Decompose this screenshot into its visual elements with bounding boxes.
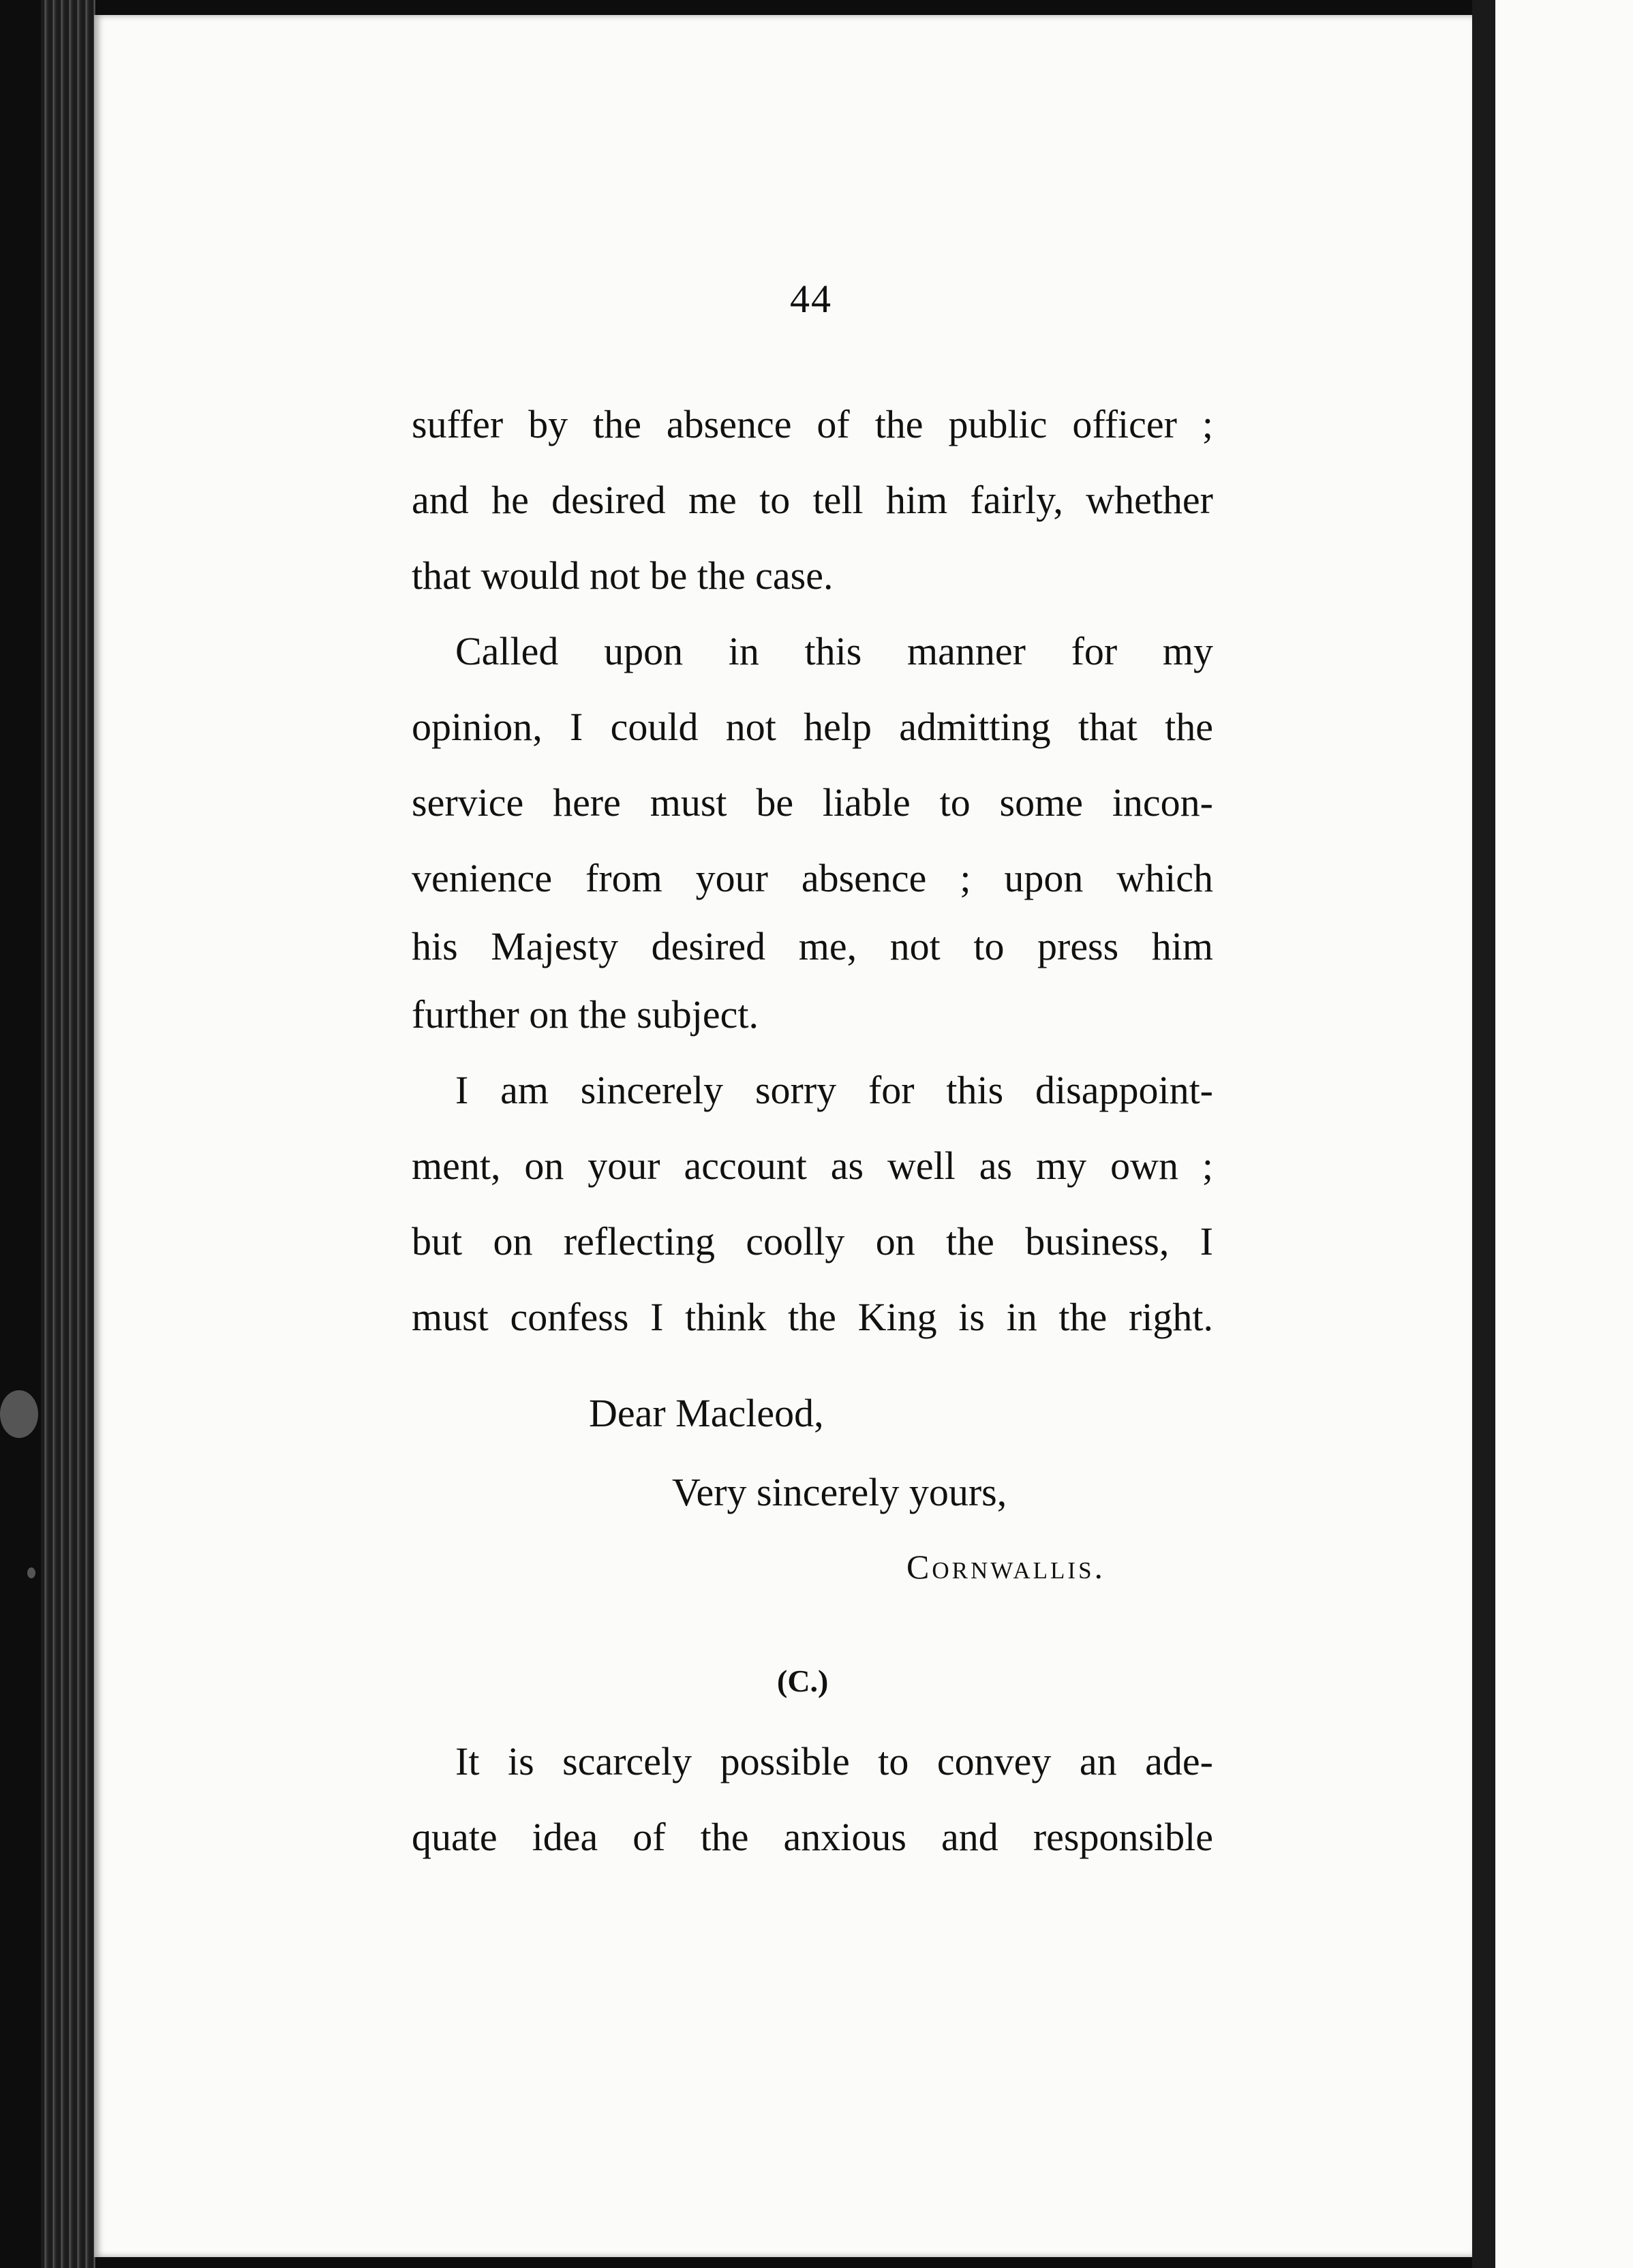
text-line: opinion, I could not help admitting that the <box>412 705 1213 749</box>
facing-page-margin <box>1495 0 1633 2268</box>
facing-page-gutter <box>1472 0 1495 2268</box>
text-line: I am sincerely sorry for this disappoint- <box>455 1068 1213 1112</box>
signature: Cornwallis. <box>906 1548 1106 1586</box>
valediction: Very sincerely yours, <box>672 1470 1007 1514</box>
text-line: must confess I think the King is in the right. <box>412 1295 1213 1339</box>
body-text <box>412 394 1213 1362</box>
page-stain <box>0 1390 38 1438</box>
page-stain <box>27 1567 35 1578</box>
text-line: further on the subject. <box>412 992 759 1037</box>
text-line: suffer by the absence of the public officer ; <box>412 402 1213 446</box>
page-number: 44 <box>790 277 832 321</box>
salutation: Dear Macleod, <box>589 1391 824 1435</box>
section-heading: (C.) <box>777 1664 829 1698</box>
section-text <box>412 1731 1213 1882</box>
text-line: but on reflecting coolly on the business, I <box>412 1219 1213 1263</box>
text-line: venience from your absence ; upon which <box>412 856 1213 900</box>
text-line: It is scarcely possible to convey an ade- <box>455 1739 1213 1783</box>
text-line: his Majesty desired me, not to press him <box>412 924 1213 968</box>
text-line: service here must be liable to some incon- <box>412 780 1213 825</box>
text-line: and he desired me to tell him fairly, whether <box>412 478 1213 522</box>
text-line: that would not be the case. <box>412 553 834 598</box>
book-binding-edge <box>41 0 95 2268</box>
text-line: ment, on your account as well as my own ; <box>412 1144 1213 1188</box>
text-line: quate idea of the anxious and responsible <box>412 1815 1213 1859</box>
text-line: Called upon in this manner for my <box>455 629 1213 673</box>
